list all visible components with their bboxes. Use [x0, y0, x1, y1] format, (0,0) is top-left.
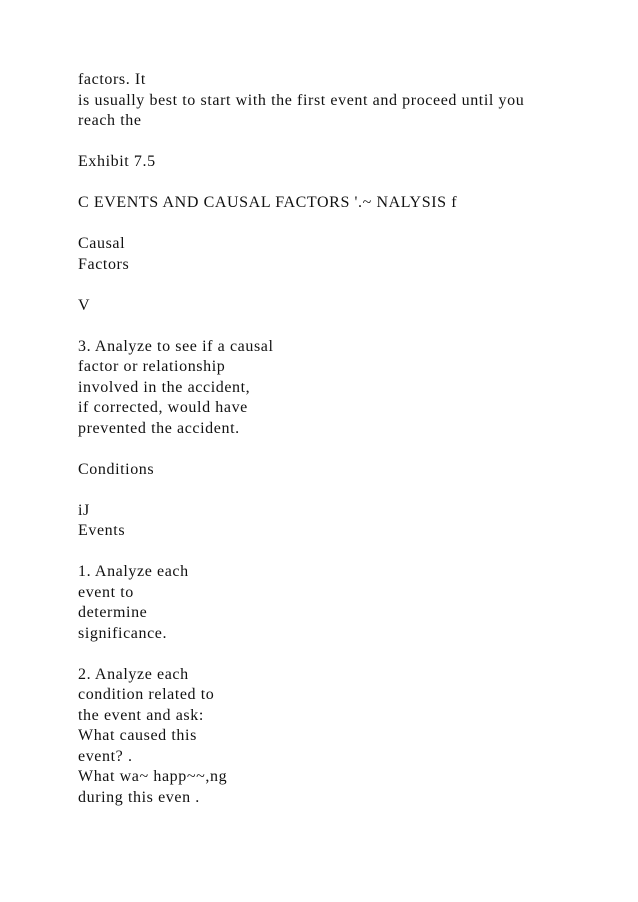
text-line: during this even . [78, 788, 200, 806]
causal-factors-label [78, 234, 618, 275]
text-line: Conditions [78, 460, 155, 478]
text-line: factor or relationship [78, 358, 226, 375]
text-line: Factors [78, 255, 130, 273]
text-line: iJ [78, 501, 90, 519]
document-page [78, 70, 618, 829]
text-line: Causal [78, 235, 126, 252]
text-line: C EVENTS AND CAUSAL FACTORS '.~ NALYSIS f [78, 194, 458, 211]
text-line: reach the [78, 112, 142, 129]
text-line: if corrected, would have [78, 399, 248, 416]
text-line: significance. [78, 624, 168, 642]
text-line: 2. Analyze each [78, 665, 189, 683]
text-line: event to [78, 583, 134, 601]
text-line: 3. Analyze to see if a causal [78, 337, 274, 355]
text-line: involved in the accident, [78, 378, 251, 396]
step-2-text [78, 665, 618, 809]
text-line: event? . [78, 747, 133, 765]
text-line: determine [78, 604, 148, 621]
conditions-label [78, 460, 618, 481]
text-line: Events [78, 522, 126, 539]
step-1-text [78, 562, 618, 644]
events-label [78, 501, 618, 542]
text-line: the event and ask: [78, 706, 204, 724]
intro-paragraph [78, 70, 618, 132]
text-line: condition related to [78, 686, 215, 703]
arrow-glyph [78, 296, 618, 317]
text-line: What caused this [78, 727, 197, 744]
text-line: 1. Analyze each [78, 563, 189, 580]
text-line: factors. It [78, 71, 146, 88]
text-line: is usually best to start with the first event and proceed until you [78, 91, 525, 109]
step-3-text [78, 337, 618, 440]
text-line: What wa~ happ~~,ng [78, 768, 228, 785]
text-line: Exhibit 7.5 [78, 153, 156, 170]
exhibit-title [78, 193, 618, 214]
exhibit-label [78, 152, 618, 173]
text-line: prevented the accident. [78, 419, 240, 437]
text-line: V [78, 296, 91, 314]
